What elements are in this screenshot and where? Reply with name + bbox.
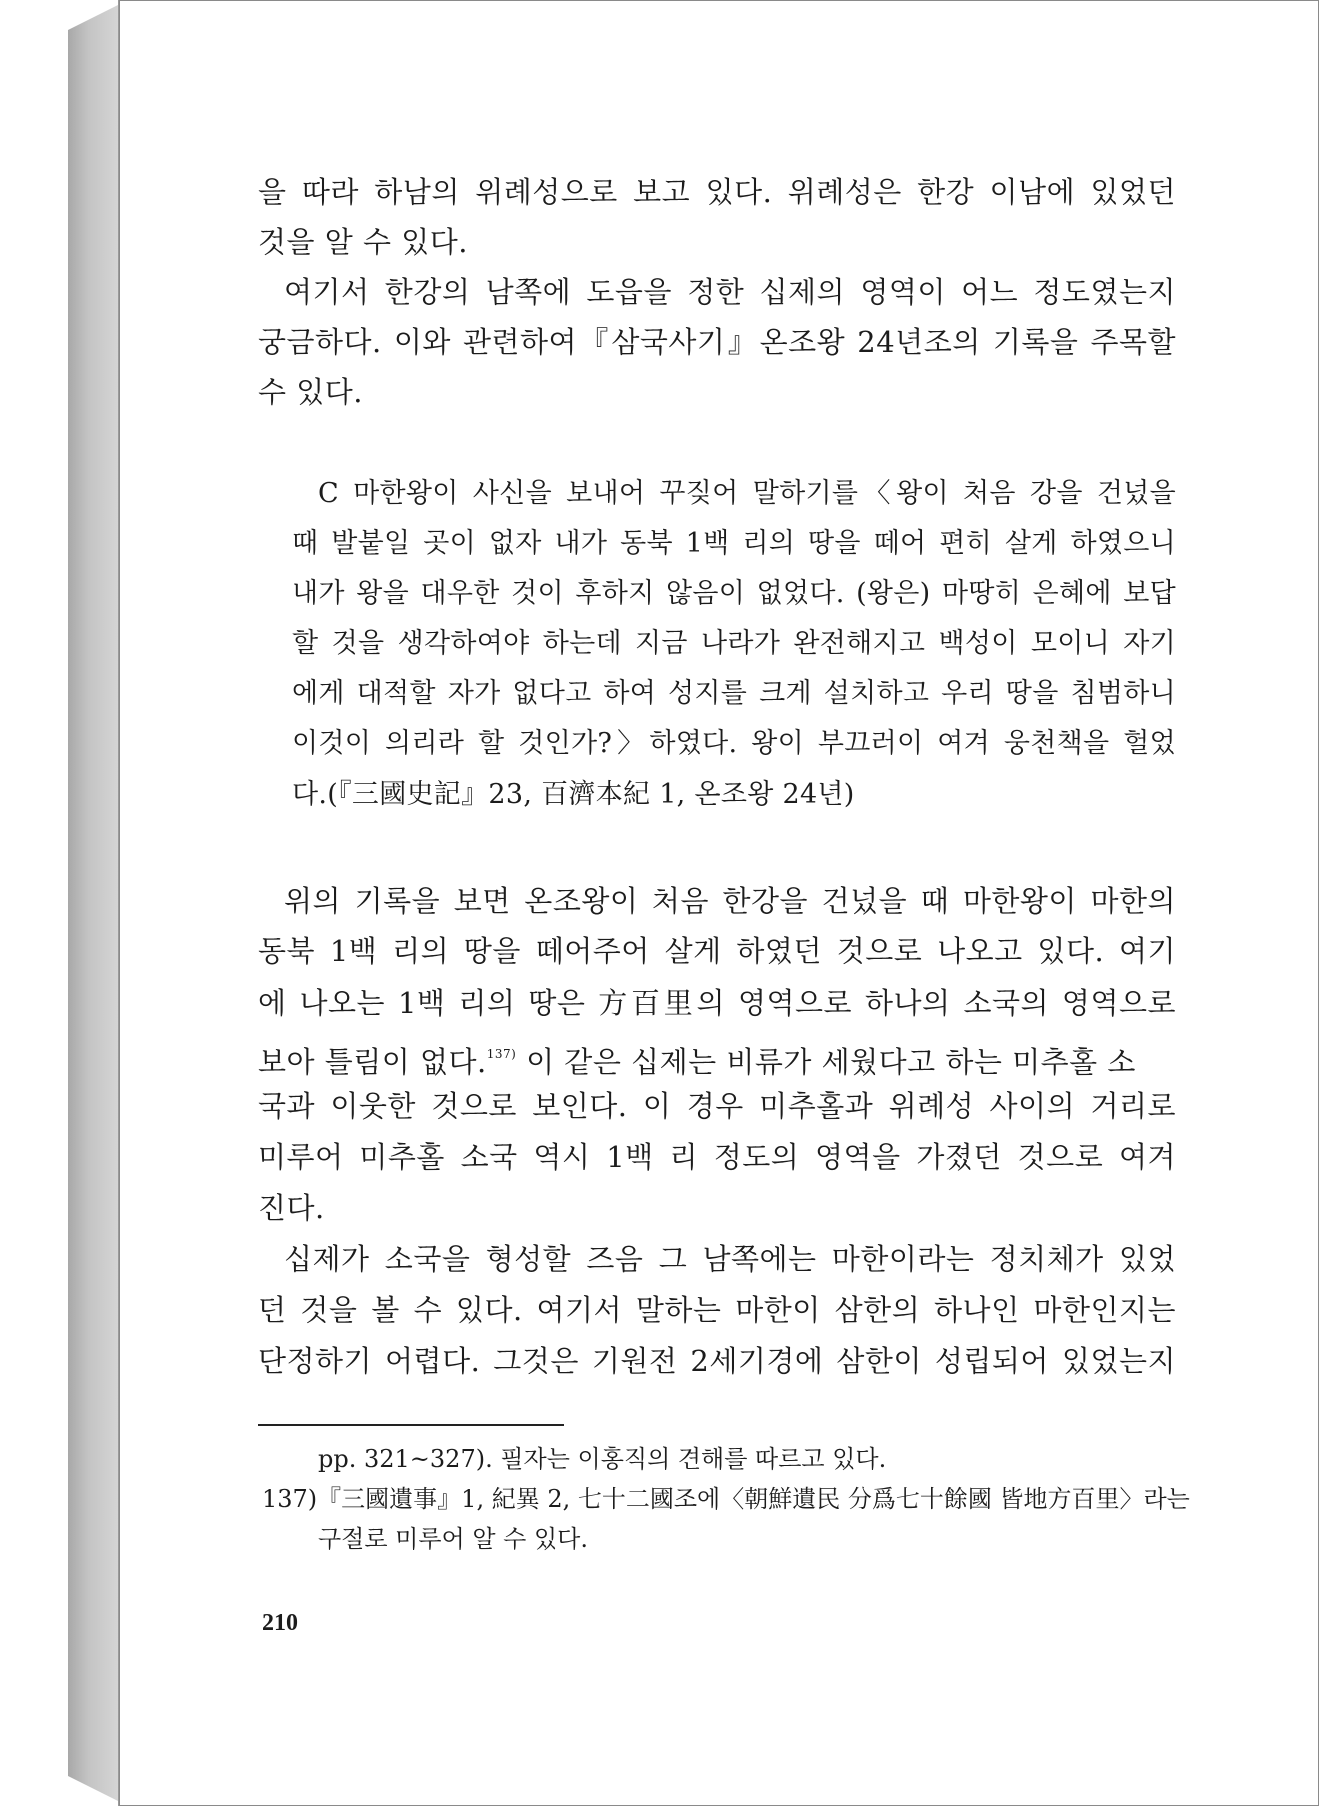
body-line: 국과 이웃한 것으로 보인다. 이 경우 미추홀과 위례성 사이의 거리로 [258,1089,1176,1123]
body-line: 십제가 소국을 형성할 즈음 그 남쪽에는 마한이라는 정치체가 있었 [284,1242,1176,1276]
footnote-137-continued: 구절로 미루어 알 수 있다. [318,1525,588,1553]
body-line: 을 따라 하남의 위례성으로 보고 있다. 위례성은 한강 이남에 있었던 [258,175,1176,209]
body-line: 여기서 한강의 남쪽에 도읍을 정한 십제의 영역이 어느 정도였는지 [284,275,1176,309]
body-line: 미루어 미추홀 소국 역시 1백 리 정도의 영역을 가졌던 것으로 여겨 [258,1140,1176,1174]
quote-line: 에게 대적할 자가 없다고 하여 성지를 크게 설치하고 우리 땅을 침범하니 [292,678,1176,709]
footnote-marker: 137) [486,1047,517,1061]
body-text: 보아 틀림이 없다. [258,1045,487,1079]
body-line: 위의 기록을 보면 온조왕이 처음 한강을 건넜을 때 마한왕이 마한의 [284,884,1176,918]
body-line: 수 있다. [258,375,363,409]
quote-line: 이것이 의리라 할 것인가?〉하였다. 왕이 부끄러이 여겨 웅천책을 헐었 [292,728,1176,759]
body-text: 이 같은 십제는 비류가 세웠다고 하는 미추홀 소 [516,1045,1136,1079]
quote-line: 다.(『三國史記』23, 百濟本紀 1, 온조왕 24년) [292,779,855,810]
body-line: 던 것을 볼 수 있다. 여기서 말하는 마한이 삼한의 하나인 마한인지는 [258,1293,1176,1327]
footnote-137: 137)『三國遺事』1, 紀異 2, 七十二國조에〈朝鮮遺民 分爲七十餘國 皆地方百里〉라는 [262,1485,1190,1513]
page-number: 210 [262,1610,298,1636]
quote-line: 내가 왕을 대우한 것이 후하지 않음이 없었다. (왕은) 마땅히 은혜에 보답 [292,578,1176,609]
quote-line: C 마한왕이 사신을 보내어 꾸짖어 말하기를〈왕이 처음 강을 건넜을 [318,478,1176,509]
body-line-with-note [258,1036,1176,1079]
body-line: 동북 1백 리의 땅을 떼어주어 살게 하였던 것으로 나오고 있다. 여기 [258,934,1176,968]
body-line: 에 나오는 1백 리의 땅은 方百里의 영역으로 하나의 소국의 영역으로 [258,986,1176,1020]
footnote-divider [258,1424,564,1426]
body-line: 진다. [258,1191,325,1225]
footnote-continued: pp. 321~327). 필자는 이홍직의 견해를 따르고 있다. [318,1445,887,1473]
book-spine [68,4,120,1802]
quote-line: 할 것을 생각하여야 하는데 지금 나라가 완전해지고 백성이 모이니 자기 [292,628,1176,659]
body-line: 것을 알 수 있다. [258,225,468,259]
body-line: 단정하기 어렵다. 그것은 기원전 2세기경에 삼한이 성립되어 있었는지 [258,1344,1176,1378]
body-line: 궁금하다. 이와 관련하여『삼국사기』온조왕 24년조의 기록을 주목할 [258,325,1176,359]
quote-line: 때 발붙일 곳이 없자 내가 동북 1백 리의 땅을 떼어 편히 살게 하였으니 [292,528,1176,559]
